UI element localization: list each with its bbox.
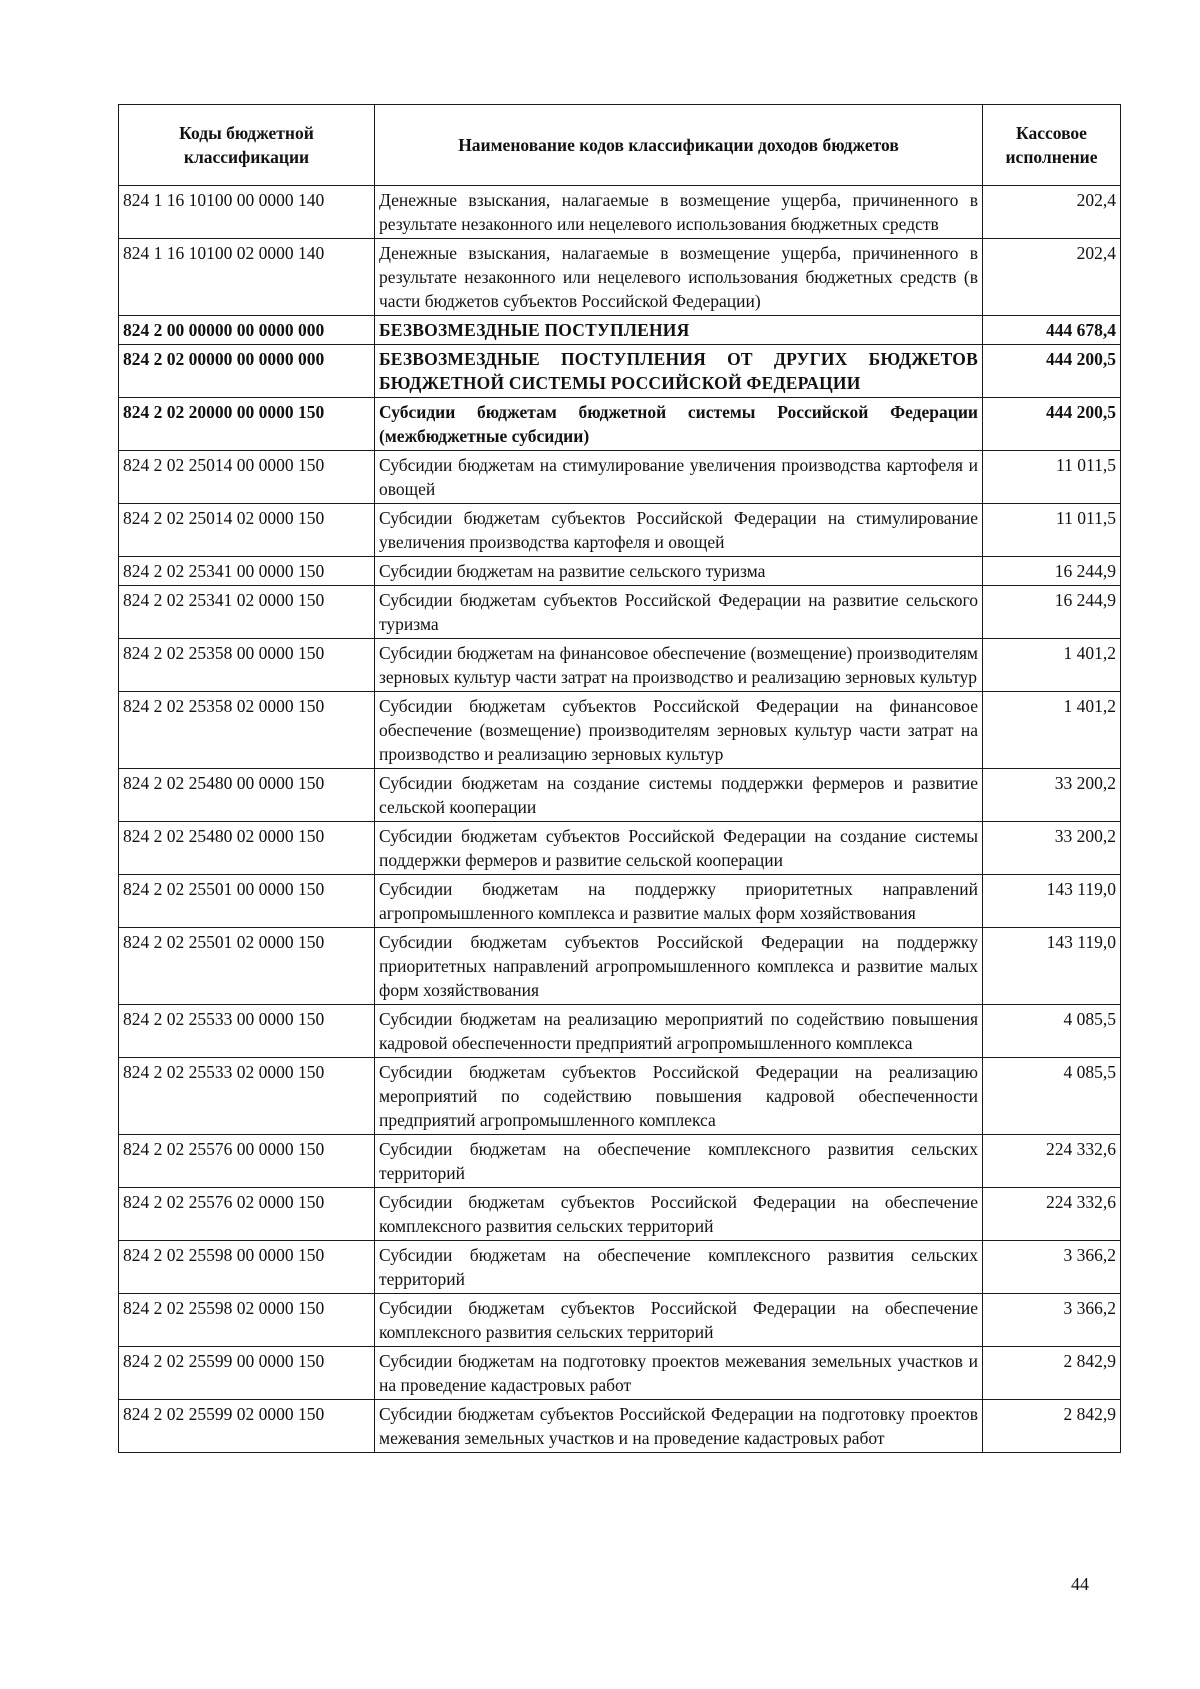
cell-name: Субсидии бюджетам на обеспечение комплексного развития сельских территорий [375,1241,983,1294]
cell-code: 824 1 16 10100 00 0000 140 [119,186,375,239]
cell-code: 824 2 02 25576 02 0000 150 [119,1188,375,1241]
cell-name: Субсидии бюджетам субъектов Российской Федерации на обеспечение комплексного развития сельских территорий [375,1188,983,1241]
table-row [119,398,1121,451]
cell-name: Субсидии бюджетам на развитие сельского туризма [375,557,983,586]
table-row [119,186,1121,239]
cell-amount: 16 244,9 [983,557,1121,586]
cell-name: БЕЗВОЗМЕЗДНЫЕ ПОСТУПЛЕНИЯ [375,316,983,345]
cell-code: 824 2 02 25341 02 0000 150 [119,586,375,639]
cell-name: Субсидии бюджетам на подготовку проектов межевания земельных участков и на проведение кадастровых работ [375,1347,983,1400]
table-row [119,769,1121,822]
table-row [119,1058,1121,1135]
table-row [119,451,1121,504]
cell-code: 824 2 00 00000 00 0000 000 [119,316,375,345]
cell-code: 824 2 02 25501 02 0000 150 [119,928,375,1005]
cell-name: Субсидии бюджетам на стимулирование увеличения производства картофеля и овощей [375,451,983,504]
cell-code: 824 2 02 25599 02 0000 150 [119,1400,375,1453]
header-code: Коды бюджетной классификации [119,105,375,186]
cell-amount: 202,4 [983,239,1121,316]
cell-amount: 444 678,4 [983,316,1121,345]
cell-amount: 11 011,5 [983,504,1121,557]
cell-amount: 3 366,2 [983,1294,1121,1347]
cell-amount: 444 200,5 [983,398,1121,451]
table-row [119,504,1121,557]
cell-name: Субсидии бюджетам на создание системы поддержки фермеров и развитие сельской кооперации [375,769,983,822]
table-row [119,586,1121,639]
cell-code: 824 2 02 25358 00 0000 150 [119,639,375,692]
header-row [119,105,1121,186]
cell-name: Субсидии бюджетам на обеспечение комплексного развития сельских территорий [375,1135,983,1188]
cell-code: 824 2 02 25533 00 0000 150 [119,1005,375,1058]
cell-name: Субсидии бюджетам субъектов Российской Федерации на реализацию мероприятий по содействию повышения кадровой обеспеченности предприятий агропромышленного комплекса [375,1058,983,1135]
table-row [119,1347,1121,1400]
cell-code: 824 2 02 25533 02 0000 150 [119,1058,375,1135]
cell-amount: 4 085,5 [983,1005,1121,1058]
table-row [119,1294,1121,1347]
cell-amount: 1 401,2 [983,639,1121,692]
cell-name: Субсидии бюджетам на финансовое обеспечение (возмещение) производителям зерновых культур части затрат на производство и реализацию зерновых культур [375,639,983,692]
cell-amount: 224 332,6 [983,1188,1121,1241]
cell-name: Субсидии бюджетам субъектов Российской Федерации на создание системы поддержки фермеров и развитие сельской кооперации [375,822,983,875]
cell-name: Субсидии бюджетам бюджетной системы Российской Федерации (межбюджетные субсидии) [375,398,983,451]
cell-amount: 3 366,2 [983,1241,1121,1294]
cell-amount: 16 244,9 [983,586,1121,639]
cell-name: БЕЗВОЗМЕЗДНЫЕ ПОСТУПЛЕНИЯ ОТ ДРУГИХ БЮДЖЕТОВ БЮДЖЕТНОЙ СИСТЕМЫ РОССИЙСКОЙ ФЕДЕРАЦИИ [375,345,983,398]
cell-amount: 4 085,5 [983,1058,1121,1135]
cell-amount: 2 842,9 [983,1400,1121,1453]
cell-amount: 143 119,0 [983,875,1121,928]
cell-name: Денежные взыскания, налагаемые в возмещение ущерба, причиненного в результате незаконного или нецелевого использования бюджетных средств (в части бюджетов субъектов Российской Федерации) [375,239,983,316]
cell-code: 824 2 02 25598 02 0000 150 [119,1294,375,1347]
table-row [119,822,1121,875]
cell-amount: 33 200,2 [983,769,1121,822]
cell-name: Субсидии бюджетам субъектов Российской Федерации на финансовое обеспечение (возмещение) производителям зерновых культур части затрат на производство и реализацию зерновых культур [375,692,983,769]
header-amount: Кассовое исполнение [983,105,1121,186]
table-row [119,316,1121,345]
cell-amount: 202,4 [983,186,1121,239]
table-body [119,186,1121,1453]
cell-code: 824 2 02 25598 00 0000 150 [119,1241,375,1294]
cell-code: 824 2 02 25341 00 0000 150 [119,557,375,586]
table-row [119,239,1121,316]
cell-name: Субсидии бюджетам субъектов Российской Федерации на обеспечение комплексного развития сельских территорий [375,1294,983,1347]
header-name: Наименование кодов классификации доходов бюджетов [375,105,983,186]
cell-name: Денежные взыскания, налагаемые в возмещение ущерба, причиненного в результате незаконного или нецелевого использования бюджетных средств [375,186,983,239]
table-row [119,1241,1121,1294]
cell-name: Субсидии бюджетам субъектов Российской Федерации на развитие сельского туризма [375,586,983,639]
cell-code: 824 2 02 25576 00 0000 150 [119,1135,375,1188]
cell-amount: 11 011,5 [983,451,1121,504]
cell-code: 824 2 02 25480 00 0000 150 [119,769,375,822]
table-row [119,875,1121,928]
table-row [119,1135,1121,1188]
table-row [119,639,1121,692]
cell-code: 824 2 02 25014 00 0000 150 [119,451,375,504]
cell-name: Субсидии бюджетам на поддержку приоритетных направлений агропромышленного комплекса и развитие малых форм хозяйствования [375,875,983,928]
cell-name: Субсидии бюджетам субъектов Российской Федерации на стимулирование увеличения производства картофеля и овощей [375,504,983,557]
cell-amount: 2 842,9 [983,1347,1121,1400]
table-row [119,1005,1121,1058]
cell-amount: 444 200,5 [983,345,1121,398]
table-row [119,345,1121,398]
cell-code: 824 2 02 25480 02 0000 150 [119,822,375,875]
cell-amount: 1 401,2 [983,692,1121,769]
cell-amount: 143 119,0 [983,928,1121,1005]
cell-amount: 224 332,6 [983,1135,1121,1188]
cell-code: 824 2 02 25501 00 0000 150 [119,875,375,928]
cell-code: 824 1 16 10100 02 0000 140 [119,239,375,316]
page-number: 44 [1071,1574,1089,1594]
table-row [119,1188,1121,1241]
table-header [119,105,1121,186]
cell-code: 824 2 02 00000 00 0000 000 [119,345,375,398]
cell-amount: 33 200,2 [983,822,1121,875]
cell-name: Субсидии бюджетам субъектов Российской Федерации на подготовку проектов межевания земельных участков и на проведение кадастровых работ [375,1400,983,1453]
cell-code: 824 2 02 25599 00 0000 150 [119,1347,375,1400]
table-row [119,1400,1121,1453]
table-row [119,692,1121,769]
budget-table [118,104,1121,1453]
cell-name: Субсидии бюджетам на реализацию мероприятий по содействию повышения кадровой обеспеченности предприятий агропромышленного комплекса [375,1005,983,1058]
cell-code: 824 2 02 25014 02 0000 150 [119,504,375,557]
cell-name: Субсидии бюджетам субъектов Российской Федерации на поддержку приоритетных направлений агропромышленного комплекса и развитие малых форм хозяйствования [375,928,983,1005]
table-row [119,557,1121,586]
cell-code: 824 2 02 20000 00 0000 150 [119,398,375,451]
cell-code: 824 2 02 25358 02 0000 150 [119,692,375,769]
table-row [119,928,1121,1005]
